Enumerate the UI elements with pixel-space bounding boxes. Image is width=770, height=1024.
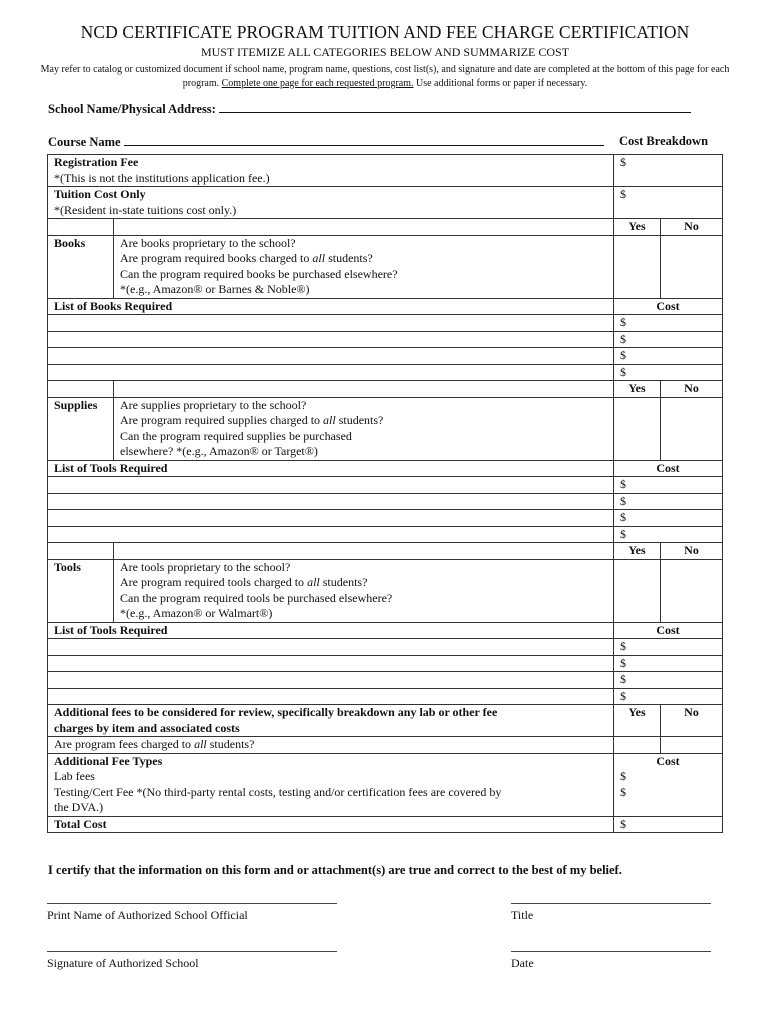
additional-fees-heading-line2: charges by item and associated costs [54,720,240,735]
fee-table [47,154,723,833]
signature-line[interactable] [47,951,337,952]
registration-fee-label-cell [48,155,614,187]
books-item-input[interactable] [48,364,614,381]
books-item-row [48,315,723,332]
yes-header: Yes [614,543,661,560]
tools-label: Tools [48,559,114,622]
total-cost-row [48,816,723,833]
testing-fee-label-line2: the DVA.) [54,800,104,814]
yes-header: Yes [614,219,661,236]
form-instructions [40,63,730,91]
books-item-row [48,348,723,365]
additional-no-checkbox[interactable] [661,737,723,754]
registration-fee-row [48,155,723,187]
books-questions [114,235,614,298]
supplies-item-input[interactable] [48,526,614,543]
additional-fee-types-cell [48,753,614,816]
additional-fees-header-row [48,705,723,737]
lab-fees-label: Lab fees [54,769,95,783]
no-header: No [661,543,723,560]
signature-label: Signature of Authorized School [47,956,199,970]
registration-fee-note: *(This is not the institutions application fee.) [54,170,270,185]
title-field[interactable] [511,903,711,923]
books-label: Books [48,235,114,298]
supplies-q1: Are supplies proprietary to the school? [120,397,307,412]
books-q3b: *(e.g., Amazon® or Barnes & Noble®) [120,282,310,296]
tuition-cost-row [48,187,723,219]
tools-item-cost[interactable]: $ [614,655,723,672]
supplies-item-input[interactable] [48,477,614,494]
tools-header-row [48,543,723,560]
supplies-item-cost[interactable]: $ [614,493,723,510]
tools-item-row [48,655,723,672]
blank-cell [114,219,614,236]
books-list-header-row [48,298,723,315]
additional-yes-checkbox[interactable] [614,737,661,754]
signature-field[interactable] [47,951,337,971]
no-header: No [661,219,723,236]
books-item-input[interactable] [48,315,614,332]
school-address-label: School Name/Physical Address: [48,102,216,116]
supplies-questions [114,397,614,460]
books-no-checkbox[interactable] [661,235,723,298]
testing-fee-label-line1: Testing/Cert Fee *(No third-party rental costs, testing and/or certification fees are covered by [54,784,502,799]
title-line[interactable] [511,903,711,904]
blank-cell [48,381,114,398]
course-name-field[interactable] [48,134,604,150]
tools-questions [114,559,614,622]
supplies-item-row [48,493,723,510]
supplies-list-header-row [48,460,723,477]
blank-cell [114,543,614,560]
supplies-label: Supplies [48,397,114,460]
course-name-line[interactable] [124,134,604,146]
supplies-item-input[interactable] [48,510,614,527]
books-q2-text: Are program required books charged to [120,251,313,265]
books-q2 [120,251,607,267]
tuition-cost-value[interactable]: $ [614,187,723,219]
tuition-cost-label-cell [48,187,614,219]
supplies-header-row [48,381,723,398]
additional-fees-question [48,737,614,754]
books-item-cost[interactable]: $ [614,364,723,381]
date-label: Date [511,956,534,970]
print-name-field[interactable] [47,903,337,923]
books-q1: Are books proprietary to the school? [120,235,296,250]
tools-item-row [48,639,723,656]
books-q2-emphasis: all [312,251,326,265]
supplies-list-label: List of Tools Required [48,460,614,477]
supplies-q2-emphasis: all [323,413,336,427]
instruction-underlined: Complete one page for each requested program. [221,78,414,89]
supplies-questions-row [48,397,723,460]
books-q3a: Can the program required books be purchased elsewhere? [120,266,398,281]
tools-yes-checkbox[interactable] [614,559,661,622]
total-cost-label: Total Cost [48,816,614,833]
books-q2-end: students? [325,251,373,265]
date-line[interactable] [511,951,711,952]
instruction-text: May refer to catalog or customized document if school name, program name, questions, cost list(s), and signature and date are completed at the bottom of this page for each program. [40,64,730,89]
books-questions-row [48,235,723,298]
form-title: NCD CERTIFICATE PROGRAM TUITION AND FEE CHARGE CERTIFICATION [80,22,690,42]
additional-fee-types-row [48,753,723,816]
tools-item-row [48,688,723,705]
instruction-text-end: Use additional forms or paper if necessary. [413,78,588,89]
supplies-item-cost[interactable]: $ [614,526,723,543]
supplies-q2-text: Are program required supplies charged to [120,413,324,427]
tools-q3b: *(e.g., Amazon® or Walmart®) [120,606,273,620]
tools-item-input[interactable] [48,688,614,705]
books-item-input[interactable] [48,331,614,348]
additional-q-end: students? [206,737,255,751]
print-name-line[interactable] [47,903,337,904]
tools-item-cost[interactable]: $ [614,688,723,705]
tuition-cost-note: *(Resident in-state tuitions cost only.) [54,202,237,217]
additional-yes-header: Yes [614,705,661,737]
tools-list-label: List of Tools Required [48,622,614,639]
school-address-field[interactable] [48,101,691,117]
supplies-yes-checkbox[interactable] [614,397,661,460]
supplies-item-cost[interactable]: $ [614,477,723,494]
total-cost-value[interactable]: $ [614,816,723,833]
additional-fees-heading [48,705,614,737]
tools-item-cost[interactable]: $ [614,639,723,656]
tools-item-input[interactable] [48,672,614,689]
books-item-cost[interactable]: $ [614,331,723,348]
supplies-q3b: elsewhere? *(e.g., Amazon® or Target®) [120,444,318,458]
additional-cost-header: Cost [656,753,680,768]
supplies-item-cost[interactable]: $ [614,510,723,527]
registration-fee-cost[interactable]: $ [614,155,723,187]
supplies-q2-end: students? [335,413,384,427]
books-header-row [48,219,723,236]
tools-q2-text: Are program required tools charged to [120,575,308,589]
additional-fee-types-label: Additional Fee Types [54,753,163,768]
books-item-input[interactable] [48,348,614,365]
no-header: No [661,381,723,398]
supplies-item-row [48,477,723,494]
books-item-row [48,331,723,348]
tools-item-input[interactable] [48,655,614,672]
tools-questions-row [48,559,723,622]
tuition-cost-label: Tuition Cost Only [54,187,146,201]
registration-fee-label: Registration Fee [54,155,139,169]
tools-q1: Are tools proprietary to the school? [120,559,291,574]
supplies-q2 [120,413,607,429]
books-item-cost[interactable]: $ [614,315,723,332]
books-cost-header: Cost [614,298,723,315]
books-yes-checkbox[interactable] [614,235,661,298]
blank-cell [48,543,114,560]
additional-q-emphasis: all [194,737,207,751]
additional-fees-heading-line1: Additional fees to be considered for review, specifically breakdown any lab or other fee [54,705,498,719]
certification-statement: I certify that the information on this form and or attachment(s) are true and correct to the best of my belief. [48,863,622,877]
supplies-q3a: Can the program required supplies be purchased [120,428,352,443]
tools-q2-emphasis: all [307,575,320,589]
yes-header: Yes [614,381,661,398]
blank-line [620,800,716,816]
tools-q2 [120,575,607,591]
tools-item-input[interactable] [48,639,614,656]
blank-cell [48,219,114,236]
print-name-label: Print Name of Authorized School Official [47,908,248,922]
supplies-cost-header: Cost [614,460,723,477]
books-item-cost[interactable]: $ [614,348,723,365]
school-address-line[interactable] [219,101,691,113]
supplies-no-checkbox[interactable] [661,397,723,460]
supplies-item-row [48,510,723,527]
additional-q-text: Are program fees charged to [54,737,195,751]
supplies-item-input[interactable] [48,493,614,510]
testing-fee-cost[interactable]: $ [620,784,627,799]
tools-item-row [48,672,723,689]
tools-list-header-row [48,622,723,639]
tools-cost-header: Cost [614,622,723,639]
additional-fee-costs [614,753,723,816]
date-field[interactable] [511,951,711,971]
title-label: Title [511,908,534,922]
supplies-item-row [48,526,723,543]
form-subtitle: MUST ITEMIZE ALL CATEGORIES BELOW AND SUMMARIZE COST [200,45,570,59]
tools-q3a: Can the program required tools be purchased elsewhere? [120,590,393,605]
books-list-label: List of Books Required [48,298,614,315]
tools-no-checkbox[interactable] [661,559,723,622]
course-name-label: Course Name [48,135,121,149]
tools-item-cost[interactable]: $ [614,672,723,689]
blank-cell [114,381,614,398]
cost-breakdown-heading: Cost Breakdown [619,134,709,148]
additional-no-header: No [661,705,723,737]
additional-fees-question-row [48,737,723,754]
books-item-row [48,364,723,381]
tools-q2-end: students? [319,575,368,589]
lab-fees-cost[interactable]: $ [620,769,627,783]
